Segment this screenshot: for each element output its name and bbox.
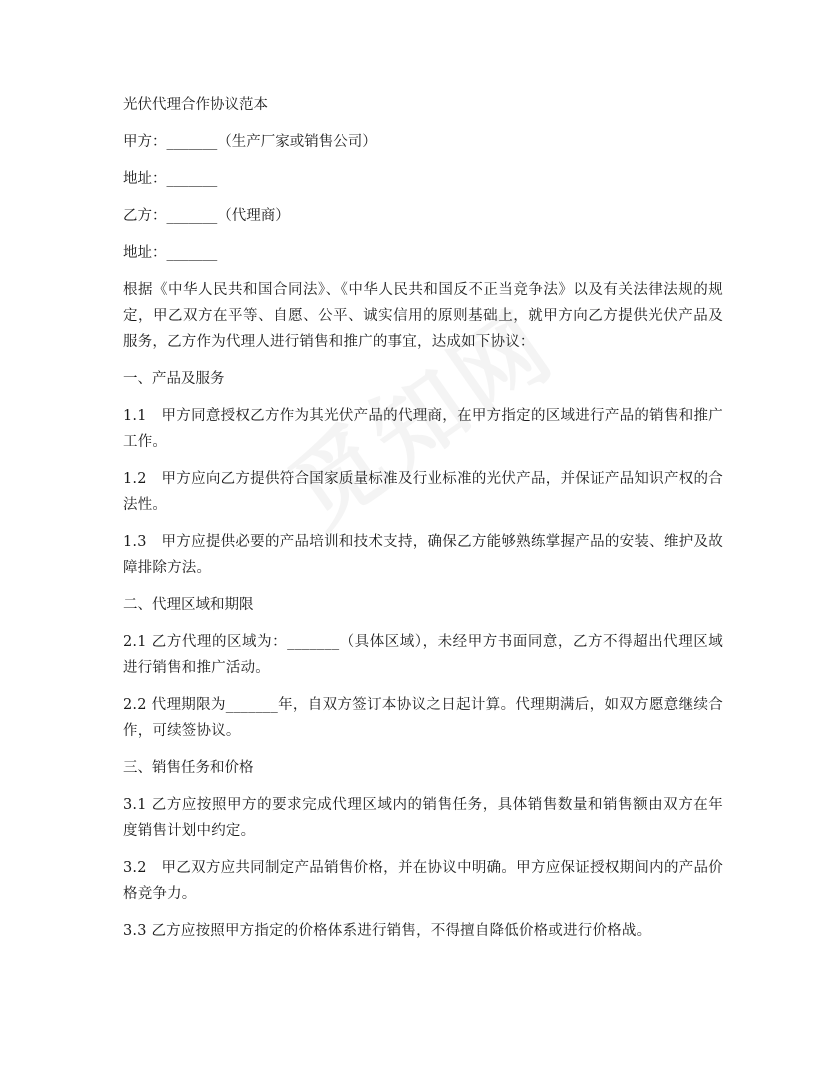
section-heading: 一、产品及服务	[123, 371, 225, 387]
clause-paragraph: 3.2 甲乙双方应共同制定产品销售价格，并在协议中明确。甲方应保证授权期间内的产品价格竞争力。	[123, 860, 723, 902]
clause-paragraph: 2.2 代理期限为_______年，自双方签订本协议之日起计算。代理期满后，如双方愿意继续合作，可续签协议。	[123, 697, 723, 739]
clause-paragraph: 3.1 乙方应按照甲方的要求完成代理区域内的销售任务，具体销售数量和销售额由双方在年度销售计划中约定。	[123, 797, 723, 839]
clause-paragraph: 1.2 甲方应向乙方提供符合国家质量标准及行业标准的光伏产品，并保证产品知识产权的合法性。	[123, 471, 723, 513]
clause-paragraph: 1.3 甲方应提供必要的产品培训和技术支持，确保乙方能够熟练掌握产品的安装、维护及故障排除方法。	[123, 534, 723, 576]
document-body	[123, 92, 723, 955]
clause-paragraph: 1.1 甲方同意授权乙方作为其光伏产品的代理商，在甲方指定的区域进行产品的销售和推广工作。	[123, 408, 723, 450]
document-title: 光伏代理合作协议范本	[123, 97, 268, 113]
section-heading: 三、销售任务和价格	[123, 760, 254, 776]
party-b-address-line: 地址：_______	[123, 245, 218, 261]
party-a-line: 甲方：_______（生产厂家或销售公司）	[123, 134, 377, 150]
clause-paragraph: 2.1 乙方代理的区域为：_______（具体区域），未经甲方书面同意，乙方不得超出代理区域进行销售和推广活动。	[123, 634, 723, 676]
section-heading: 二、代理区域和期限	[123, 597, 254, 613]
party-b-line: 乙方：_______（代理商）	[123, 208, 290, 224]
preamble-paragraph: 根据《中华人民共和国合同法》、《中华人民共和国反不正当竞争法》以及有关法律法规的规定，甲乙双方在平等、自愿、公平、诚实信用的原则基础上，就甲方向乙方提供光伏产品及服务，乙方作为代理人进行销售和推广的事宜，达成如下协议：	[123, 282, 723, 350]
party-a-address-line: 地址：_______	[123, 171, 218, 187]
clause-paragraph: 3.3 乙方应按照甲方指定的价格体系进行销售，不得擅自降低价格或进行价格战。	[123, 923, 652, 939]
